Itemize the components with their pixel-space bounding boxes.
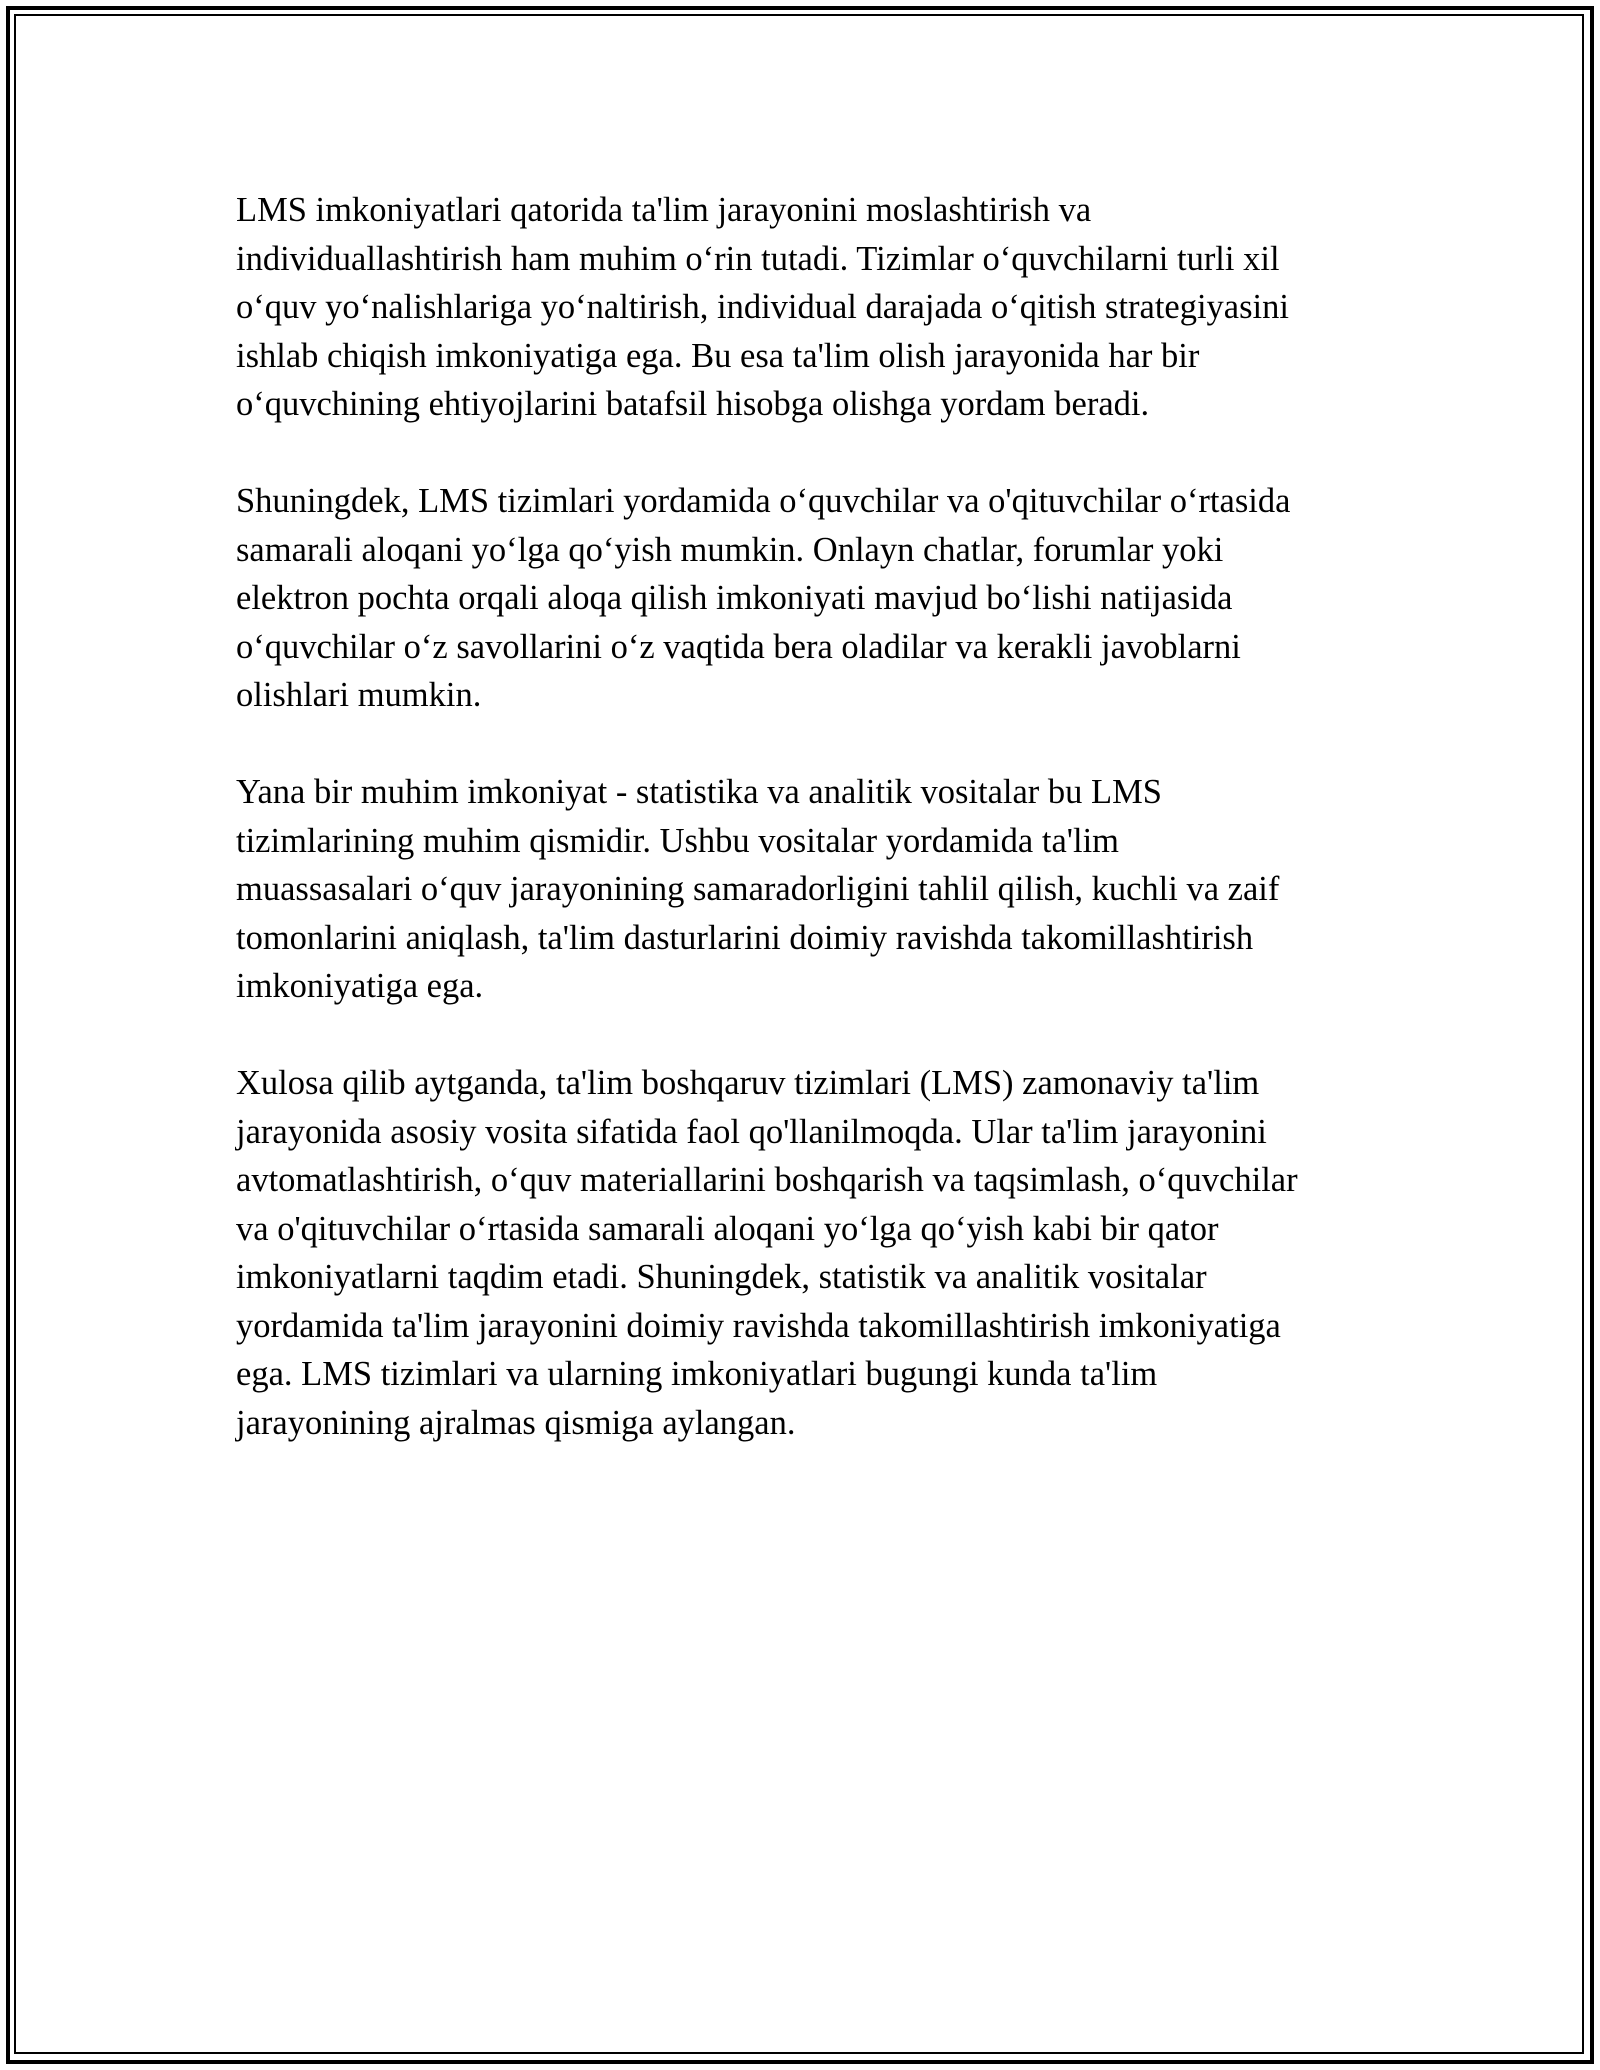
paragraph-conclusion: Xulosa qilib aytganda, ta'lim boshqaruv tizimlari (LMS) zamonaviy ta'lim jarayonida asosiy vosita sifatida faol qo'llanilmoqda. Ular ta'lim jarayonini avtomatlashtirish, o‘quv materiallarini boshqarish va taqsimlash, o‘quvchilar va o'qituvchilar o‘rtasida samarali aloqani yo‘lga qo‘yish kabi bir qator imkoniyatlarni taqdim etadi. Shuningdek, statistik va analitik vositalar yordamida ta'lim jarayonini doimiy ravishda takomillashtirish imkoniyatiga ega. LMS tizimlari va ularning imkoniyatlari bugungi kunda ta'lim jarayonining ajralmas qismiga aylangan.	[236, 1064, 1298, 1442]
paragraph-personalization: LMS imkoniyatlari qatorida ta'lim jarayonini moslashtirish va individuallashtirish ham muhim o‘rin tutadi. Tizimlar o‘quvchilarni turli xil o‘quv yo‘nalishlariga yo‘naltirish, individual darajada o‘qitish strategiyasini ishlab chiqish imkoniyatiga ega. Bu esa ta'lim olish jarayonida har bir o‘quvchining ehtiyojlarini batafsil hisobga olishga yordam beradi.	[236, 191, 1289, 423]
paragraph-analytics: Yana bir muhim imkoniyat - statistika va analitik vositalar bu LMS tizimlarining muhim qismidir. Ushbu vositalar yordamida ta'lim muassasalari o‘quv jarayonining samaradorligini tahlil qilish, kuchli va zaif tomonlarini aniqlash, ta'lim dasturlarini doimiy ravishda takomillashtirish imkoniyatiga ega.	[236, 773, 1280, 1005]
document-body	[236, 186, 1386, 1496]
paragraph-communication: Shuningdek, LMS tizimlari yordamida o‘quvchilar va o'qituvchilar o‘rtasida samarali aloqani yo‘lga qo‘yish mumkin. Onlayn chatlar, forumlar yoki elektron pochta orqali aloqa qilish imkoniyati mavjud bo‘lishi natijasida o‘quvchilar o‘z savollarini o‘z vaqtida bera oladilar va kerakli javoblarni olishlari mumkin.	[236, 482, 1291, 714]
